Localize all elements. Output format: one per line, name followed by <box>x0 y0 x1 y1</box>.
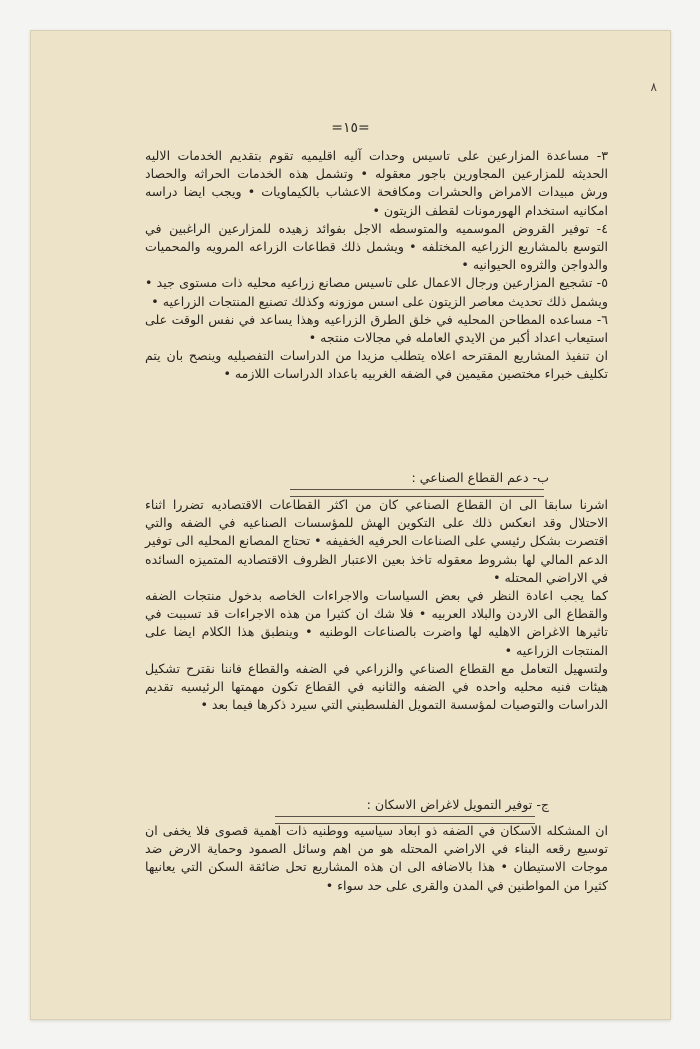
paragraph-studies-note: ان تنفيذ المشاريع المقترحه اعلاه يتطلب مزيدا من الدراسات التفصيليه وينصح بان يتم تكليف خبراء مختصين مقيمين في الضفه الغربيه باعداد الدراسات اللازمه • <box>145 348 608 382</box>
paragraph-item-3: ٣- مساعدة المزارعين على تاسيس وحدات آليه اقليميه تقوم بتقديم الخدمات الاليه الحديثه للمزارعين المجاورين باجور معقوله • وتشمل هذه الخدمات الحراثه والحصاد ورش مبيدات الامراض والحشرات ومكافحة الاعشاب بالكيماويات • ويجب ايضا دراسه امكانيه استخدام الهورمونات لقطف الزيتون • <box>145 148 608 218</box>
paragraph-item-4: ٤- توفير القروض الموسميه والمتوسطه الاجل بفوائد زهيده للمزارعين الراغبين في التوسع بالمشاريع الزراعيه المختلفه • ويشمل ذلك قطاعات الزراعه المرويه والمحميات والدواجن والثروه الحيوانيه • <box>145 220 608 273</box>
paragraph-housing-problem: ان المشكله الاسكان في الضفه ذو ابعاد سياسيه ووطنيه ذات اهمية قصوى فلا يخفى ان توسيع رقعه البناء في الاراضي المحتله هو من اهم وسائل الصمود وحماية الارض ضد موجات الاستيطان • هذا بالاضافه الى ان هذه المشاريع تحل ضائقة السكن التي يعانيها كثيرا من المواطنين في المدن والقرى على حد سواء • <box>145 823 608 893</box>
paragraph-technical-bodies: ولتسهيل التعامل مع القطاع الصناعي والزراعي في الضفه والقطاع فاننا نقترح تشكيل هيئات فنيه محليه واحده في الضفه والثانيه في القطاع تكون مهمتها الرئيسيه تقديم الدراسات والتوصيات لمؤسسة التمويل الفلسطيني التي سيرد ذكرها فيما بعد • <box>145 660 608 713</box>
section-a-text <box>145 147 608 384</box>
paragraph-item-5: ٥- تشجيع المزارعين ورجال الاعمال على تاسيس مصانع زراعيه محليه ذات مستوى جيد • ويشمل ذلك تحديث معاصر الزيتون على اسس موزونه وكذلك تصنيع المنتجات الزراعيه • <box>145 275 608 309</box>
paragraph-industry-damage: اشرنا سابقا الى ان القطاع الصناعي كان من اكثر القطاعات الاقتصاديه تضررا اثناء الاحتلال وقد انعكس ذلك على التكوين الهش للمؤسسات الصناعيه في الضفه والتي اقتصرت بشكل رئيسي على الصناعات الحرفيه الخفيفه • تحتاج المصانع المحليه الى توفير الدعم المالي لها بشروط معقوله تاخذ بعين الاعتبار الظروف الاقتصاديه المتميزه السائده في الاراضي المحتله • <box>145 497 608 585</box>
section-heading-housing: ج- توفير التمويل لاغراض الاسكان : <box>366 797 549 812</box>
section-b-text <box>145 496 608 714</box>
section-heading-industry: ب- دعم القطاع الصناعي : <box>411 470 549 485</box>
page-number: =١٥= <box>331 120 370 136</box>
document-page <box>30 30 671 1020</box>
section-c-text <box>145 822 608 895</box>
paragraph-item-6: ٦- مساعده المطاحن المحليه في خلق الطرق الزراعيه وهذا يساعد في نفس الوقت على استيعاب اعداد أكبر من الايدي العامله في مجالات منتجه • <box>145 311 608 346</box>
corner-mark: ٨ <box>650 80 657 94</box>
paragraph-export-policies: كما يجب اعادة النظر في بعض السياسات والاجراءات الخاصه بدخول منتجات الضفه والقطاع الى الاردن والبلاد العربيه • فلا شك ان كثيرا من هذه الاجراءات قد تسببت في تاثيرها الاغراض الاهليه لها واضرت بالصناعات الوطنيه • وينطبق هذا الكلام ايضا على المنتجات الزراعيه • <box>145 588 608 658</box>
